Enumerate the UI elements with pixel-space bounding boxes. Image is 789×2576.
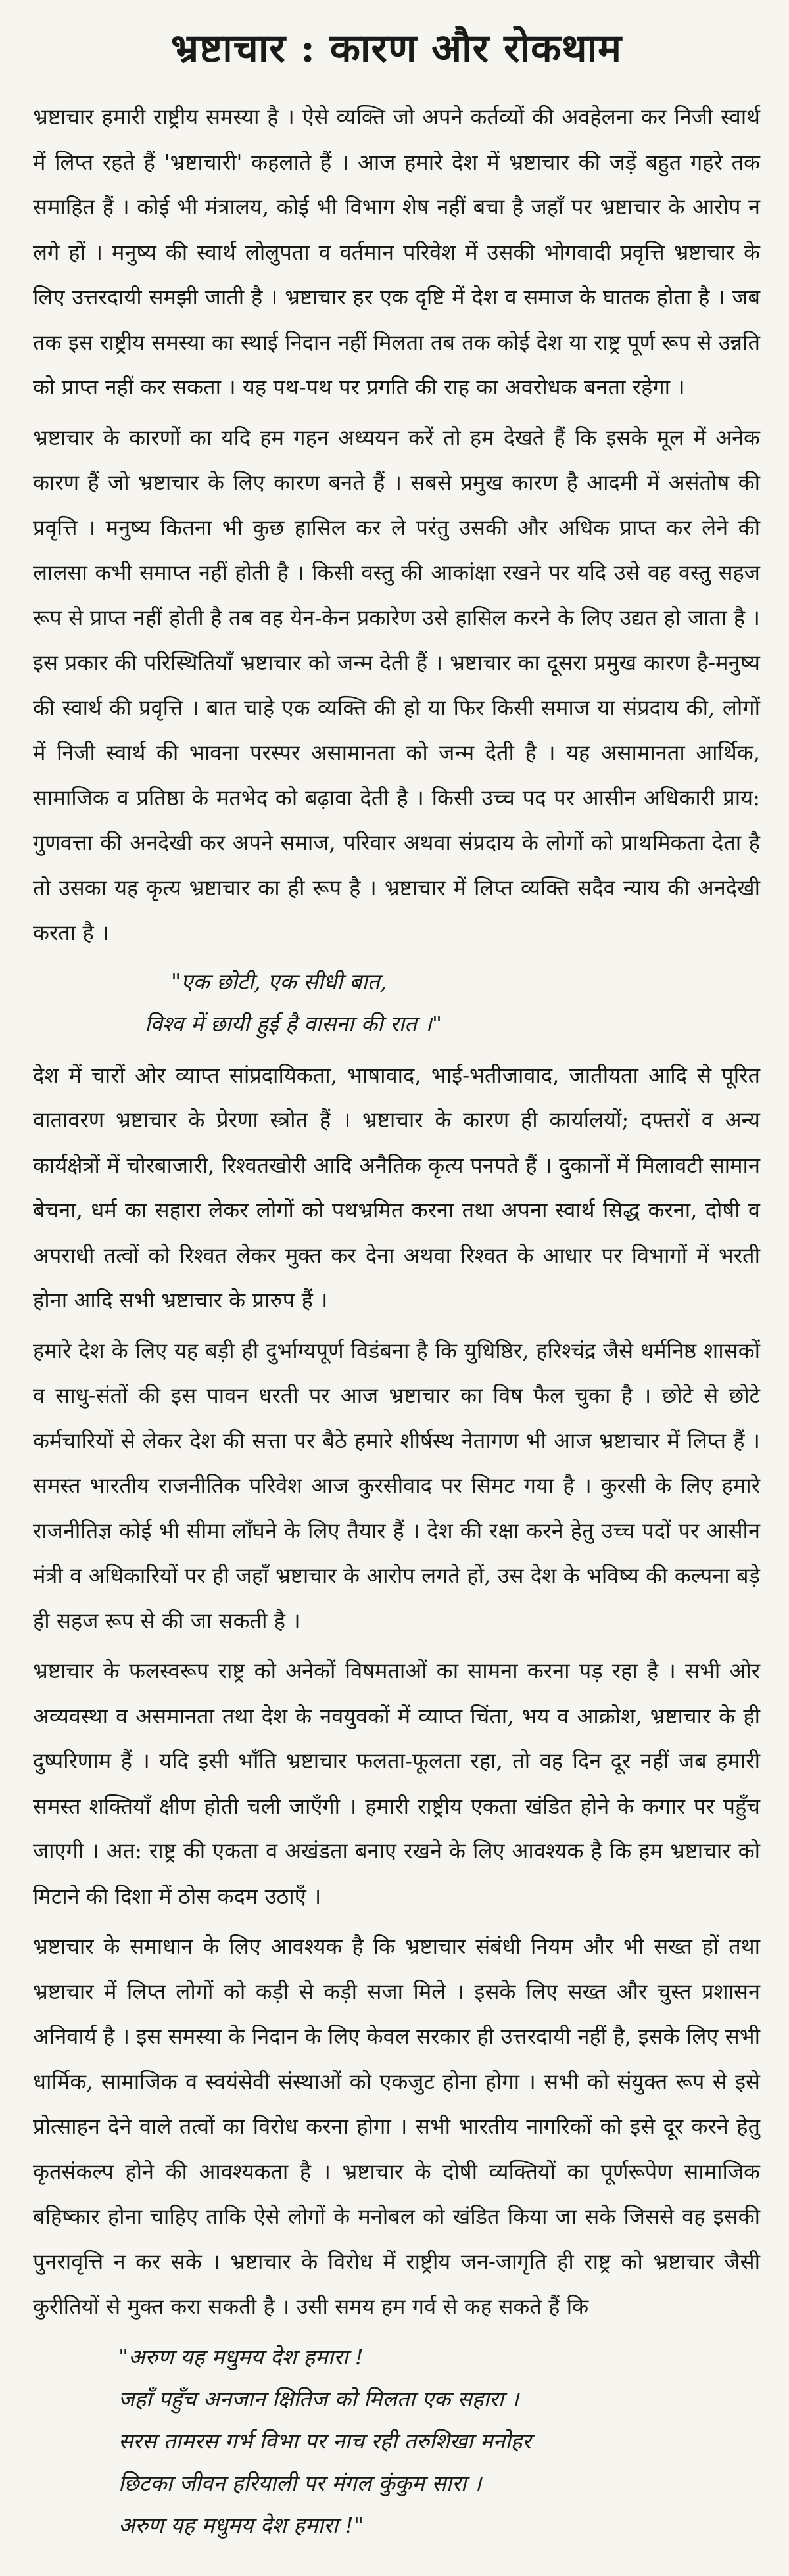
paragraph-intro: भ्रष्टाचार हमारी राष्ट्रीय समस्या है । ऐसे व्यक्ति जो अपने कर्तव्यों की अवहेलना कर निजी स्वार्थ में लिप्त रहते हैं 'भ्रष्टाचारी' कहलाते हैं । आज हमारे देश में भ्रष्टाचार की जड़ें बहुत गहरे तक समाहित हैं । कोई भी मंत्रालय, कोई भी विभाग शेष नहीं बचा है जहाँ पर भ्रष्टाचार के आरोप न लगे हों । मनुष्य की स्वार्थ लोलुपता व वर्तमान परिवेश में उसकी भोगवादी प्रवृत्ति भ्रष्टाचार के लिए उत्तरदायी समझी जाती है । भ्रष्टाचार हर एक दृष्टि में देश व समाज के घातक होता है । जब तक इस राष्ट्रीय समस्या का स्थाई निदान नहीं मिलता तब तक कोई देश या राष्ट्र पूर्ण रूप से उन्नति को प्राप्त नहीं कर सकता । यह पथ-पथ पर प्रगति की राह का अवरोधक बनता रहेगा । xyxy=(33,105,760,400)
poem-line: अरुण यह मधुमय देश हमारा !" xyxy=(118,2512,364,2538)
couplet-line: "एक छोटी, एक सीधी बात, xyxy=(171,968,387,995)
paragraph-solutions: भ्रष्टाचार के समाधान के लिए आवश्यक है कि भ्रष्टाचार संबंधी नियम और भी सख्त हों तथा भ्रष्टाचार में लिप्त लोगों को कड़ी से कड़ी सजा मिले । इसके लिए सख्त और चुस्त प्रशासन अनिवार्य है । इस समस्या के निदान के लिए केवल सरकार ही उत्तरदायी नहीं है, इसके लिए सभी धार्मिक, सामाजिक व स्वयंसेवी संस्थाओं को एकजुट होना होगा । सभी को संयुक्त रूप से इसे प्रोत्साहन देने वाले तत्वों का विरोध करना होगा । सभी भारतीय नागरिकों को इसे दूर करने हेतु कृतसंकल्प होने की आवश्यकता है । भ्रष्टाचार के दोषी व्यक्तियों का पूर्णरूपेण सामाजिक बहिष्कार होना चाहिए ताकि ऐसे लोगों के मनोबल को खंडित किया जा सके जिससे वह इसकी पुनरावृत्ति न कर सके । भ्रष्टाचार के विरोध में राष्ट्रीय जन-जागृति ही राष्ट्र को भ्रष्टाचार जैसी कुरीतियों से मुक्त करा सकती है । उसी समय हम गर्व से कह सकते हैं कि xyxy=(33,1934,760,2319)
poem-line: सरस तामरस गर्भ विभा पर नाच रही तरुशिखा मनोहर xyxy=(118,2427,531,2454)
couplet-line: विश्व में छायी हुई है वासना की रात ।" xyxy=(145,1010,442,1037)
paragraph-consequences: भ्रष्टाचार के फलस्वरूप राष्ट्र को अनेकों विषमताओं का सामना करना पड़ रहा है । सभी ओर अव्यवस्था व असमानता तथा देश के नवयुवकों में व्याप्त चिंता, भय व आक्रोश, भ्रष्टाचार के ही दुष्परिणाम हैं । यदि इसी भाँति भ्रष्टाचार फलता-फूलता रहा, तो वह दिन दूर नहीं जब हमारी समस्त शक्तियाँ क्षीण होती चली जाएँगी । हमारी राष्ट्रीय एकता खंडित होने के कगार पर पहुँच जाएगी । अत: राष्ट्र की एकता व अखंडता बनाए रखने के लिए आवश्यक है कि हम भ्रष्टाचार को मिटाने की दिशा में ठोस कदम उठाएँ । xyxy=(33,1658,760,1909)
poem-line: "अरुण यह मधुमय देश हमारा ! xyxy=(118,2343,364,2370)
poem-line: जहाँ पहुँच अनजान क्षितिज को मिलता एक सहारा । xyxy=(118,2385,519,2412)
paragraph-irony: हमारे देश के लिए यह बड़ी ही दुर्भाग्यपूर्ण विडंबना है कि युधिष्ठिर, हरिश्चंद्र जैसे धर्मनिष्ठ शासकों व साधु-संतों की इस पावन धरती पर आज भ्रष्टाचार का विष फैल चुका है । छोटे से छोटे कर्मचारियों से लेकर देश की सत्ता पर बैठे हमारे शीर्षस्थ नेतागण भी आज भ्रष्टाचार में लिप्त हैं । समस्त भारतीय राजनीतिक परिवेश आज कुरसीवाद पर सिमट गया है । कुरसी के लिए हमारे राजनीतिज्ञ कोई भी सीमा लाँघने के लिए तैयार हैं । देश की रक्षा करने हेतु उच्च पदों पर आसीन मंत्री व अधिकारियों पर ही जहाँ भ्रष्टाचार के आरोप लगते हों, उस देश के भविष्य की कल्पना बड़े ही सहज रूप से की जा सकती है । xyxy=(33,1338,760,1633)
paragraph-environment: देश में चारों ओर व्याप्त सांप्रदायिकता, भाषावाद, भाई-भतीजावाद, जातीयता आदि से पूरित वातावरण भ्रष्टाचार के प्रेरणा स्त्रोत हैं । भ्रष्टाचार के कारण ही कार्यालयों; दफ्तरों व अन्य कार्यक्षेत्रों में चोरबाजारी, रिश्वतखोरी आदि अनैतिक कृत्य पनपते हैं । दुकानों में मिलावटी सामान बेचना, धर्म का सहारा लेकर लोगों को पथभ्रमित करना तथा अपना स्वार्थ सिद्ध करना, दोषी व अपराधी तत्वों को रिश्वत लेकर मुक्त कर देना अथवा रिश्वत के आधार पर विभागों में भरती होना आदि सभी भ्रष्टाचार के प्रारुप हैं । xyxy=(33,1062,760,1313)
closing-poem xyxy=(118,2336,760,2546)
paragraph-causes: भ्रष्टाचार के कारणों का यदि हम गहन अध्ययन करें तो हम देखते हैं कि इसके मूल में अनेक कारण हैं जो भ्रष्टाचार के लिए कारण बनते हैं । सबसे प्रमुख कारण है आदमी में असंतोष की प्रवृत्ति । मनुष्य कितना भी कुछ हासिल कर ले परंतु उसकी और अधिक प्राप्त कर लेने की लालसा कभी समाप्त नहीं होती है । किसी वस्तु की आकांक्षा रखने पर यदि उसे वह वस्तु सहज रूप से प्राप्त नहीं होती है तब वह येन-केन प्रकारेण उसे हासिल करने के लिए उद्यत हो जाता है । इस प्रकार की परिस्थितियाँ भ्रष्टाचार को जन्म देती हैं । भ्रष्टाचार का दूसरा प्रमुख कारण है-मनुष्य की स्वार्थ की प्रवृत्ति । बात चाहे एक व्यक्ति की हो या फिर किसी समाज या संप्रदाय की, लोगों में निजी स्वार्थ की भावना परस्पर असामानता को जन्म देती है । यह असामानता आर्थिक, सामाजिक व प्रतिष्ठा के मतभेद को बढ़ावा देती है । किसी उच्च पद पर आसीन अधिकारी प्राय: गुणवत्ता की अनदेखी कर अपने समाज, परिवार अथवा संप्रदाय के लोगों को प्राथमिकता देता है तो उसका यह कृत्य भ्रष्टाचार का ही रूप है । भ्रष्टाचार में लिप्त व्यक्ति सदैव न्याय की अनदेखी करता है । xyxy=(33,425,760,945)
quoted-couplet xyxy=(145,961,760,1045)
essay-title: भ्रष्टाचार : कारण और रोकथाम xyxy=(170,26,623,72)
poem-line: छिटका जीवन हरियाली पर मंगल कुंकुम सारा । xyxy=(118,2470,482,2496)
